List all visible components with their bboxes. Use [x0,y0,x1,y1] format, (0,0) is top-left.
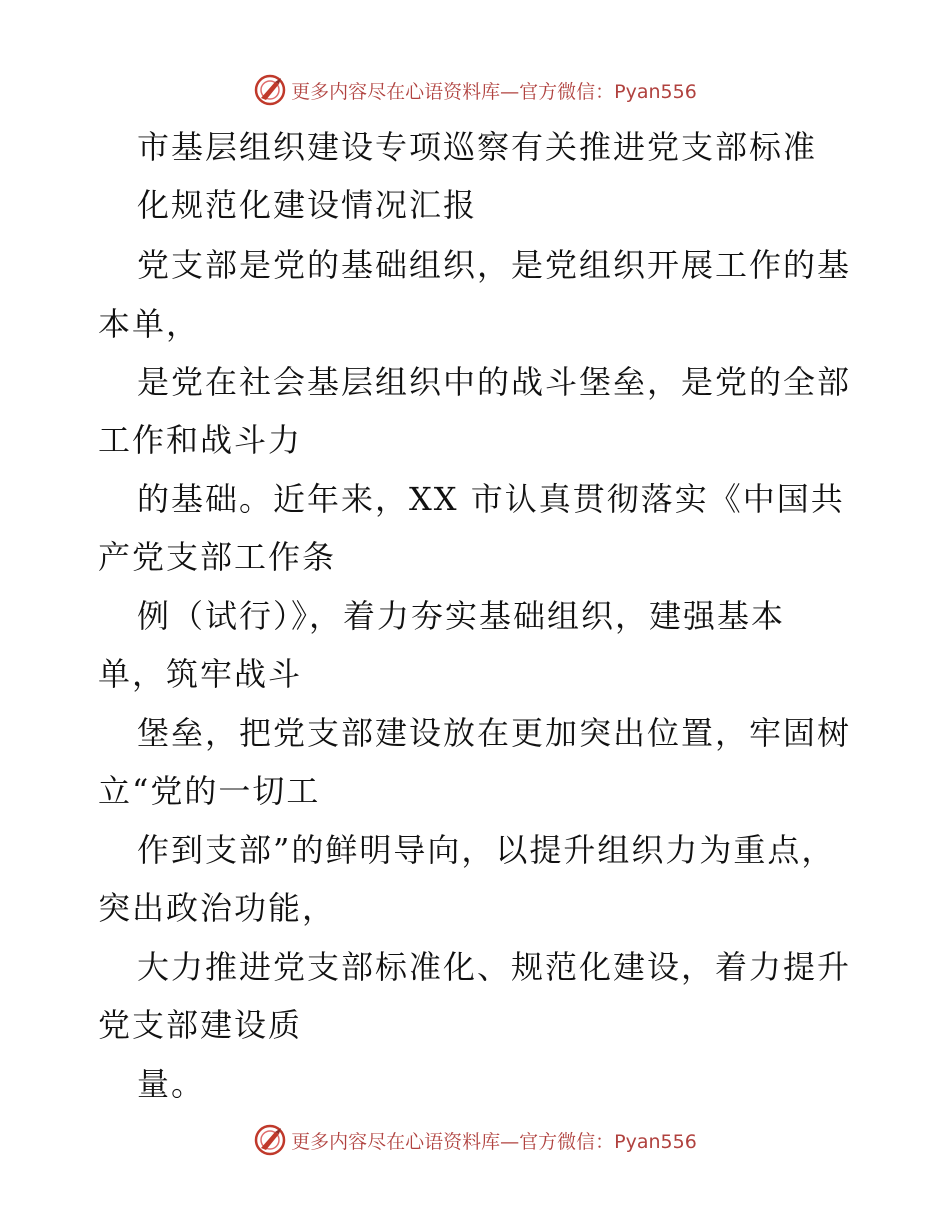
paragraph-line: 是党在社会基层组织中的战斗堡垒，是党的全部 [137,363,852,401]
footer-banner-text [291,1127,697,1154]
footer-banner [0,1122,950,1158]
paragraph-line: 突出政治功能， [98,889,337,927]
header-banner-text [291,77,697,104]
brand-logo-icon [253,1123,287,1157]
paragraph-line: 例（试行）》，着力夯实基础组织，建强基本 [137,597,786,635]
paragraph-line: 党支部建设质 [98,1006,303,1044]
header-banner-handle: Pyan556 [614,80,697,103]
paragraph-line: 大力推进党支部标准化、规范化建设，着力提升 [137,948,852,986]
paragraph-line: 本单， [98,305,201,343]
paragraph-line: 量。 [137,1065,206,1103]
paragraph-line: 单，筑牢战斗 [98,655,303,693]
paragraph-line: 党支部是党的基础组织，是党组织开展工作的基 [137,246,852,284]
paragraph-line: 立“党的一切工 [98,772,321,810]
paragraph-line: 产党支部工作条 [98,538,337,576]
paragraph-line: 的基础。近年来，XX 市认真贯彻落实《中国共 [137,480,845,518]
paragraph-line: 堡垒，把党支部建设放在更加突出位置，牢固树 [137,714,852,752]
paragraph-line: 工作和战斗力 [98,421,303,459]
title-line-2: 化规范化建设情况汇报 [137,186,478,224]
footer-banner-handle: Pyan556 [614,1130,697,1153]
header-banner-label: 更多内容尽在心语资料库—官方微信： [291,80,615,103]
paragraph-line: 作到支部”的鲜明导向，以提升组织力为重点， [137,831,836,869]
header-banner [0,72,950,108]
footer-banner-label: 更多内容尽在心语资料库—官方微信： [291,1130,615,1153]
title-line-1: 市基层组织建设专项巡察有关推进党支部标准 [137,128,818,166]
brand-logo-icon [253,73,287,107]
